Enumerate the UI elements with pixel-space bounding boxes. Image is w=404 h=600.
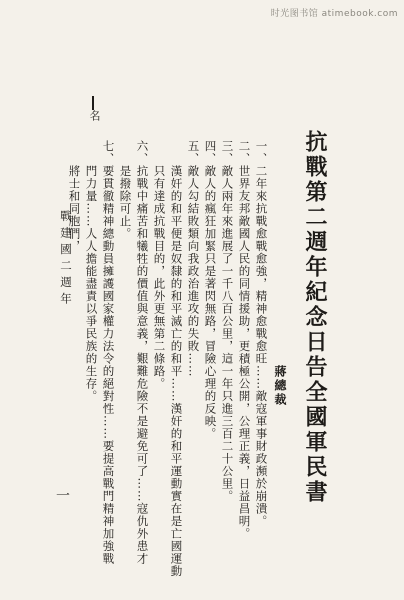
author-name: 蔣總裁 [273,365,287,407]
body-line: 四、敵人的瘋狂加緊只是著閃無路，冒險心理的反映。 [203,140,218,440]
body-line: 三、敵人兩年來進展了一千八百公里，這一年只進三百二十公里。 [220,140,235,503]
body-line: 漢奸的和平便是奴隸的和平滅亡的和平……漢奸的和平運動實在是亡國運動 [169,140,184,578]
body-line: 七、要貫徹精神總動員擁護國家權力法令的絕對性……要提高戰門精神加強戰 [101,140,116,565]
page-title: 抗戰第二週年紀念日告全國軍民書 [302,130,328,505]
body-line: 六、抗戰中痛苦和犧牲的價值與意義，艱難危險不是避免可了……寇仇外患才 [135,140,150,565]
body-line: 一、二年來抗戰愈戰愈強，精神愈戰愈旺……敵寇軍事財政瀕於崩潰。 [254,140,269,528]
watermark: 时光图书馆 atimebook.com [270,9,398,19]
side-note: 名 [88,110,101,121]
body-line: 門力量……人人擔能盡責以爭民族的生存。 [84,140,99,403]
page-number: 一 [54,488,70,502]
body-line: 是撥除可止。 [118,140,133,240]
bracket-mark [92,96,94,110]
body-line: 只有達成抗戰目的，此外更無第二條路。 [152,140,167,390]
body-line: 五、敵人勾結敗類向我政治進攻的失敗…… [186,140,201,378]
body-line: 將士和同胞們， [67,140,82,253]
body-line: 二、世界友邦敵國人民的同情援助，更積極公開，公理正義，日益昌明。 [237,140,252,540]
volume-label: 戰建國二週年 [59,210,73,309]
